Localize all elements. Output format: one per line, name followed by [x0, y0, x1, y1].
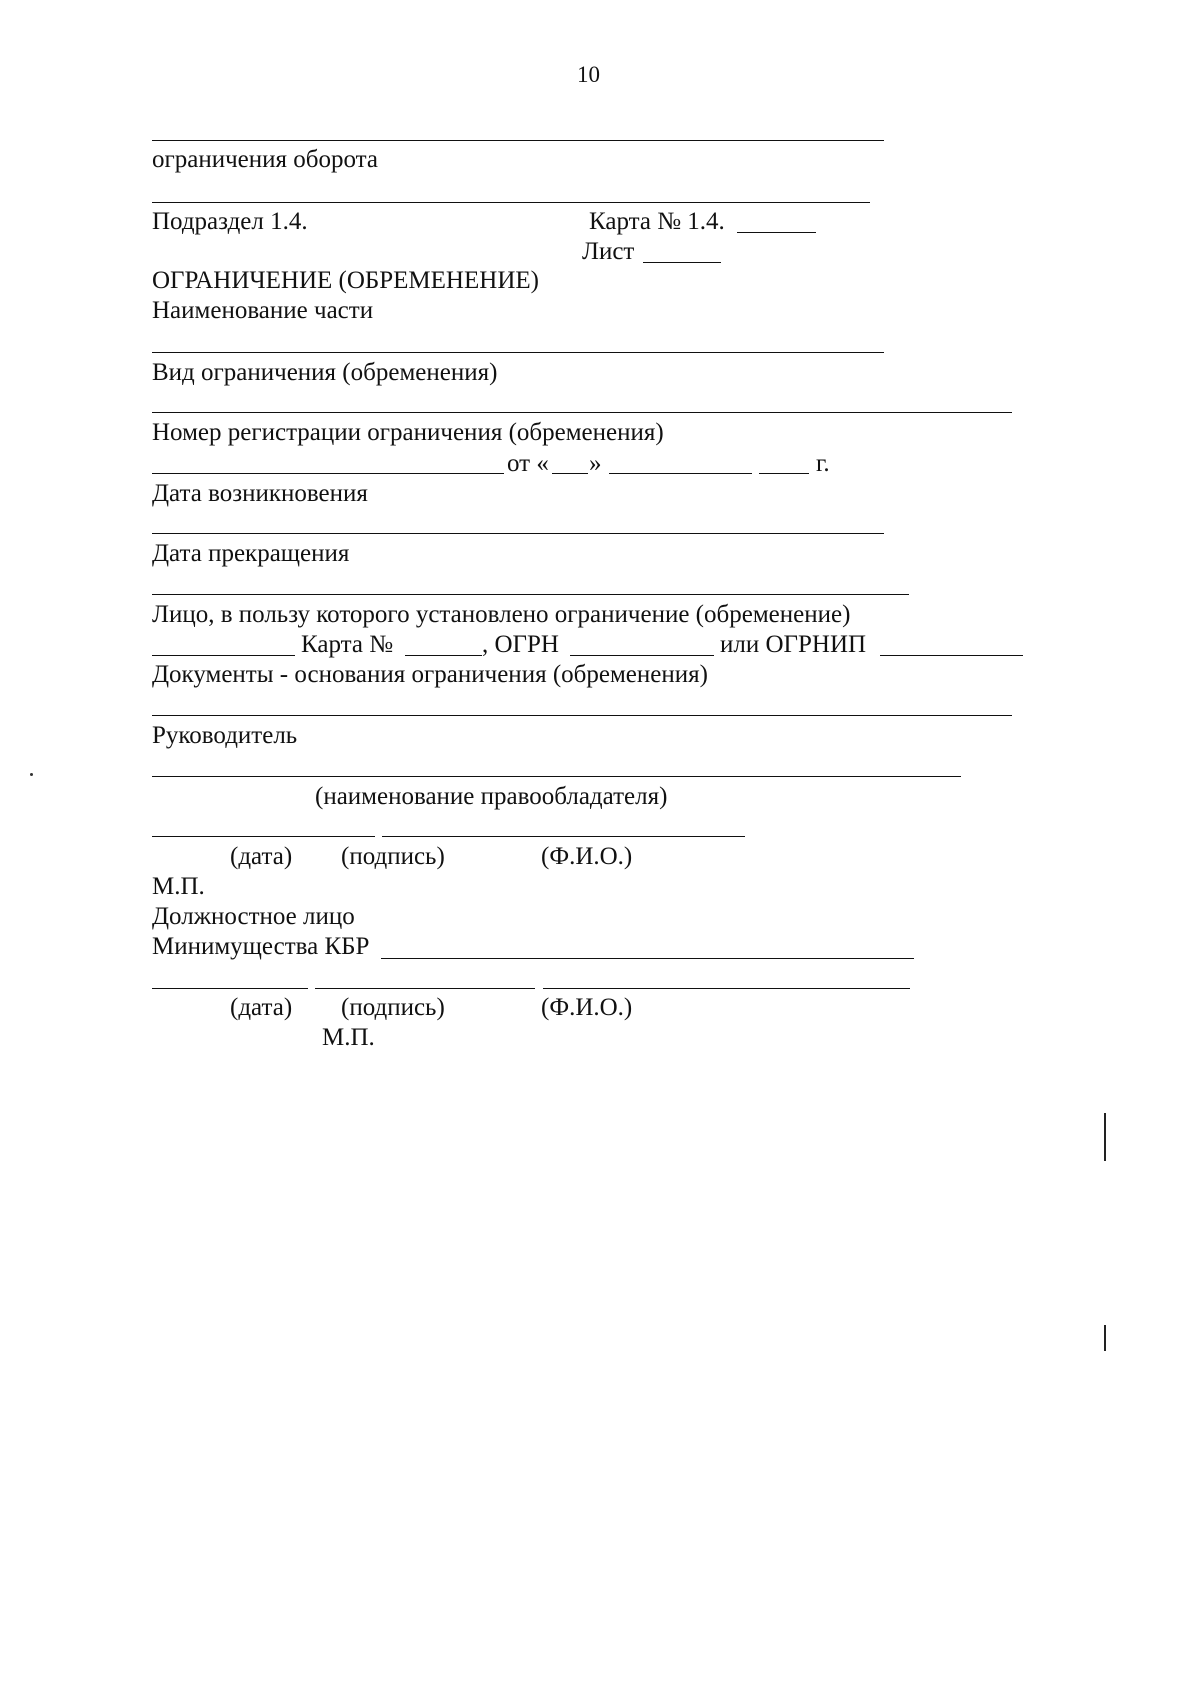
official-label: Должностное лицо	[152, 903, 355, 930]
sheet-label: Лист	[582, 238, 635, 265]
ogrnip-label: или ОГРНИП	[720, 631, 867, 658]
signature2-signature-caption: (подпись)	[341, 994, 445, 1021]
card-number-label: Карта № 1.4.	[589, 208, 725, 235]
registration-number-label: Номер регистрации ограничения (обременения)	[152, 419, 664, 446]
ministry-label: Минимущества КБР	[152, 933, 370, 960]
signature2-fio-blank	[543, 988, 910, 989]
restriction-type-blank	[152, 412, 1012, 413]
subsection-label: Подраздел 1.4.	[152, 208, 308, 235]
blank-line	[152, 140, 884, 141]
holder-name-caption: (наименование правообладателя)	[315, 783, 668, 810]
date-end-label: Дата прекращения	[152, 540, 350, 567]
signature2-date-caption: (дата)	[230, 994, 293, 1021]
month-blank	[609, 473, 752, 474]
ministry-blank	[381, 958, 914, 959]
date-start-label: Дата возникновения	[152, 480, 368, 507]
restriction-type-label: Вид ограничения (обременения)	[152, 359, 498, 386]
signature1-fio-blank	[382, 836, 745, 837]
section-heading: ОГРАНИЧЕНИЕ (ОБРЕМЕНЕНИЕ)	[152, 267, 539, 294]
date-quote-close: »	[589, 450, 602, 477]
blank-line	[152, 202, 870, 203]
date-start-blank	[152, 533, 884, 534]
card-no-short-label: Карта №	[301, 631, 394, 658]
basis-documents-label: Документы - основания ограничения (обременения)	[152, 661, 708, 688]
basis-documents-blank	[152, 715, 1012, 716]
year-suffix: г.	[816, 450, 830, 477]
year-blank	[759, 473, 809, 474]
date-from-label: от «	[507, 450, 549, 477]
part-name-label: Наименование части	[152, 297, 374, 324]
beneficiary-label: Лицо, в пользу которого установлено ограничение (обременение)	[152, 601, 851, 628]
ogrn-label: , ОГРН	[482, 631, 559, 658]
scan-edge-mark	[1104, 1325, 1106, 1351]
day-blank	[552, 473, 588, 474]
signature1-fio-caption: (Ф.И.О.)	[541, 843, 633, 870]
scan-speck	[30, 773, 33, 776]
holder-name-blank	[152, 776, 961, 777]
signature2-seal: М.П.	[322, 1024, 375, 1051]
head-label: Руководитель	[152, 722, 298, 749]
sheet-blank	[643, 262, 721, 263]
signature2-date-blank	[152, 988, 308, 989]
signature2-fio-caption: (Ф.И.О.)	[541, 994, 633, 1021]
signature1-date-blank	[152, 836, 375, 837]
scan-edge-mark	[1104, 1113, 1106, 1161]
part-name-blank	[152, 352, 884, 353]
signature2-signature-blank	[315, 988, 535, 989]
beneficiary-card-blank	[405, 655, 482, 656]
ogrn-blank	[570, 655, 714, 656]
signature1-seal: М.П.	[152, 873, 205, 900]
beneficiary-blank	[152, 655, 295, 656]
restriction-circulation-label: ограничения оборота	[152, 146, 379, 173]
signature1-signature-caption: (подпись)	[341, 843, 445, 870]
signature1-date-caption: (дата)	[230, 843, 293, 870]
registration-number-blank	[152, 473, 504, 474]
page-number: 10	[577, 62, 600, 87]
date-end-blank	[152, 594, 909, 595]
card-number-blank	[737, 232, 816, 233]
ogrnip-blank	[880, 655, 1023, 656]
